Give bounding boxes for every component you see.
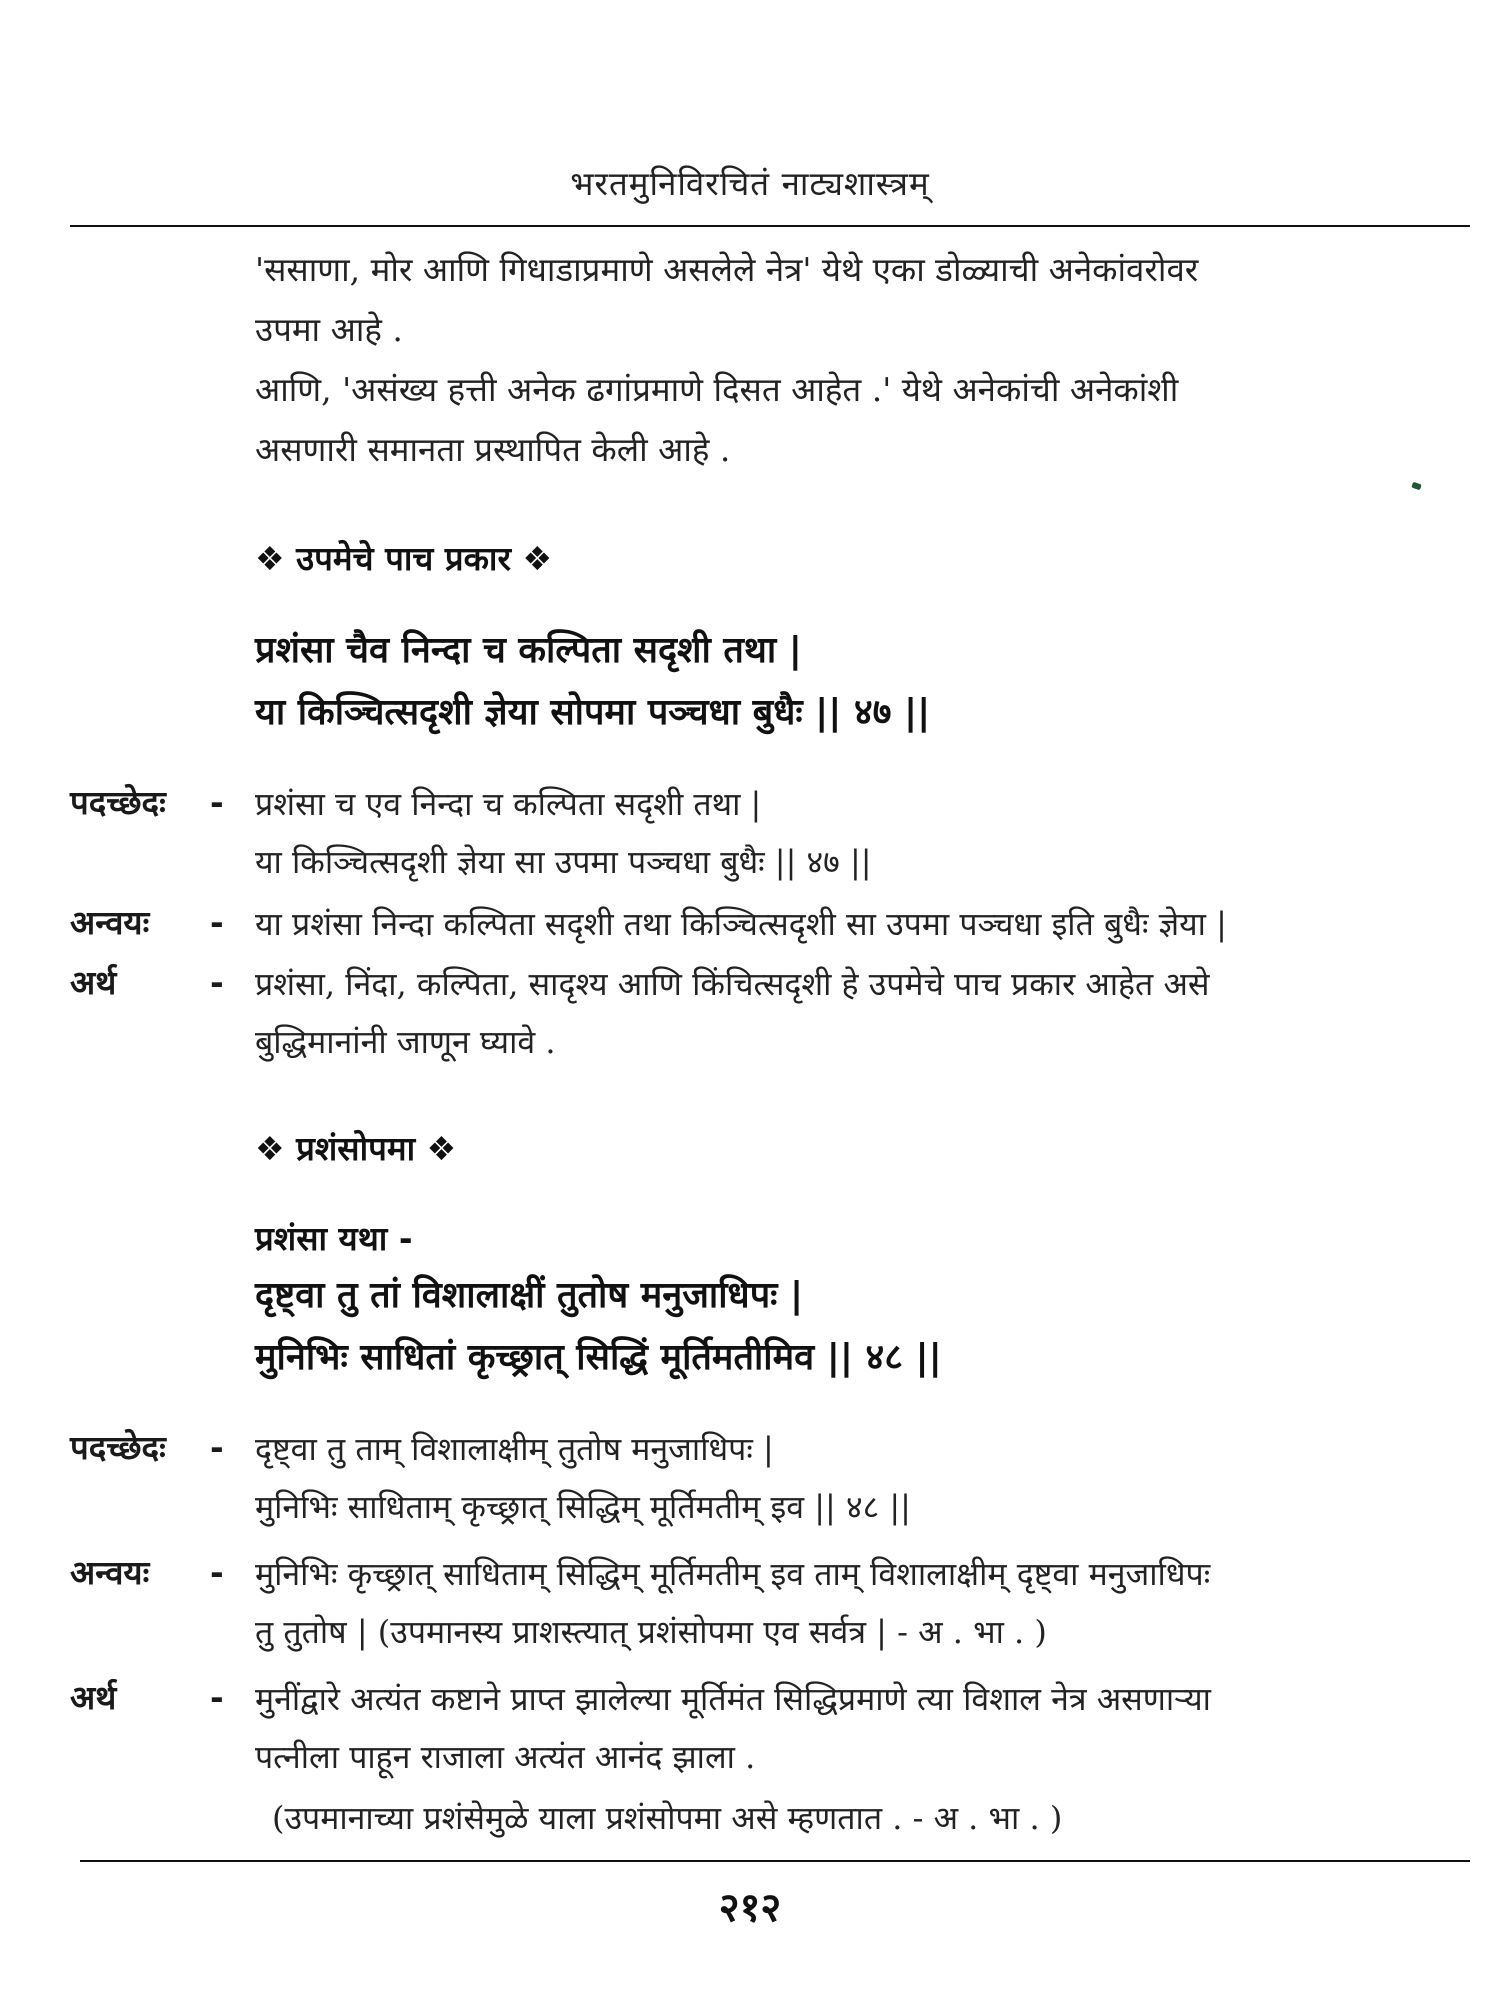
dash: - (210, 1678, 224, 1717)
intro-line-2: उपमा आहे . (255, 310, 403, 349)
running-title: भरतमुनिविरचितं नाट्यशास्त्रम् (570, 164, 930, 203)
artha-line-1: प्रशंसा, निंदा, कल्पिता, सादृश्य आणि किंचित्सदृशी हे उपमेचे पाच प्रकार आहेत असे (255, 965, 1210, 1003)
page-number: २१२ (718, 1885, 782, 1931)
padachheda-line-2: मुनिभिः साधिताम् कृच्छ्रात् सिद्धिम् मूर्तिमतीम् इव || ४८ || (255, 1488, 911, 1526)
verse-48-line-1: दृष्ट्वा तु तां विशालाक्षीं तुतोष मनुजाधिपः | (255, 1275, 804, 1316)
artha-text (255, 1670, 1470, 1786)
dash: - (210, 783, 224, 822)
dash: - (210, 963, 224, 1002)
verse-47 (255, 620, 1470, 744)
verse-48-line-2: मुनिभिः साधितां कृच्छ्रात् सिद्धिं मूर्तिमतीमिव || ४८ || (255, 1337, 942, 1378)
closing-note: (उपमानाच्या प्रशंसेमुळे याला प्रशंसोपमा असे म्हणतात . - अ . भा . ) (272, 1799, 1063, 1837)
verse-47-line-2: या किञ्चित्सदृशी ज्ञेया सोपमा पञ्चधा बुधैः || ४७ || (255, 692, 931, 733)
dash: - (210, 1428, 224, 1467)
intro-line-4: असणारी समानता प्रस्थापित केली आहे . (255, 430, 731, 469)
artha-label: अर्थ (70, 1678, 117, 1717)
artha-line-1: मुनींद्वारे अत्यंत कष्टाने प्राप्त झालेल्या मूर्तिमंत सिद्धिप्रमाणे त्या विशाल नेत्र असणाऱ्या (255, 1680, 1211, 1718)
padachheda-line-1: प्रशंसा च एव निन्दा च कल्पिता सदृशी तथा | (255, 785, 762, 823)
anvaya-line-1: मुनिभिः कृच्छ्रात् साधिताम् सिद्धिम् मूर्तिमतीम् इव ताम् विशालाक्षीम् दृष्ट्वा मनुजाधिपः (255, 1555, 1211, 1593)
section-heading-prashansopama: ❖ प्रशंसोपमा ❖ (255, 1129, 457, 1168)
padachheda-text (255, 1420, 1470, 1536)
artha-label: अर्थ (70, 963, 117, 1002)
anvaya-line-1: या प्रशंसा निन्दा कल्पिता सदृशी तथा किञ्चित्सदृशी सा उपमा पञ्चधा इति बुधैः ज्ञेया | (255, 905, 1227, 943)
intro-paragraph (255, 240, 1470, 480)
anvaya-line-2: तु तुतोष | (उपमानस्य प्राशस्त्यात् प्रशंसोपमा एव सर्वत्र | - अ . भा . ) (255, 1613, 1047, 1651)
padachheda-label: पदच्छेदः (70, 783, 166, 822)
padachheda-line-2: या किञ्चित्सदृशी ज्ञेया सा उपमा पञ्चधा बुधैः || ४७ || (255, 843, 872, 881)
padachheda-text (255, 775, 1470, 891)
verse-48 (255, 1265, 1470, 1389)
artha-text (255, 955, 1470, 1071)
artha-line-2: पत्नीला पाहून राजाला अत्यंत आनंद झाला . (255, 1738, 756, 1776)
anvaya-label: अन्वयः (70, 903, 150, 942)
footer-rule (80, 1860, 1470, 1862)
anvaya-label: अन्वयः (70, 1553, 150, 1592)
padachheda-line-1: दृष्ट्वा तु ताम् विशालाक्षीम् तुतोष मनुजाधिपः | (255, 1430, 774, 1468)
anvaya-text (255, 1545, 1470, 1661)
intro-line-3: आणि, 'असंख्य हत्ती अनेक ढगांप्रमाणे दिसत आहेत .' येथे अनेकांची अनेकांशी (255, 370, 1179, 409)
verse-intro: प्रशंसा यथा - (255, 1219, 413, 1258)
ink-speck (1411, 482, 1422, 491)
intro-line-1: 'ससाणा, मोर आणि गिधाडाप्रमाणे असलेले नेत्र' येथे एका डोळ्याची अनेकांवरोवर (255, 250, 1199, 289)
verse-47-line-1: प्रशंसा चैव निन्दा च कल्पिता सदृशी तथा | (255, 630, 802, 671)
anvaya-text (255, 895, 1470, 953)
header-rule (70, 225, 1470, 227)
padachheda-label: पदच्छेदः (70, 1428, 166, 1467)
dash: - (210, 903, 224, 942)
dash: - (210, 1553, 224, 1592)
section-heading-five-types: ❖ उपमेचे पाच प्रकार ❖ (255, 539, 553, 578)
artha-line-2: बुद्धिमानांनी जाणून घ्यावे . (255, 1023, 556, 1061)
